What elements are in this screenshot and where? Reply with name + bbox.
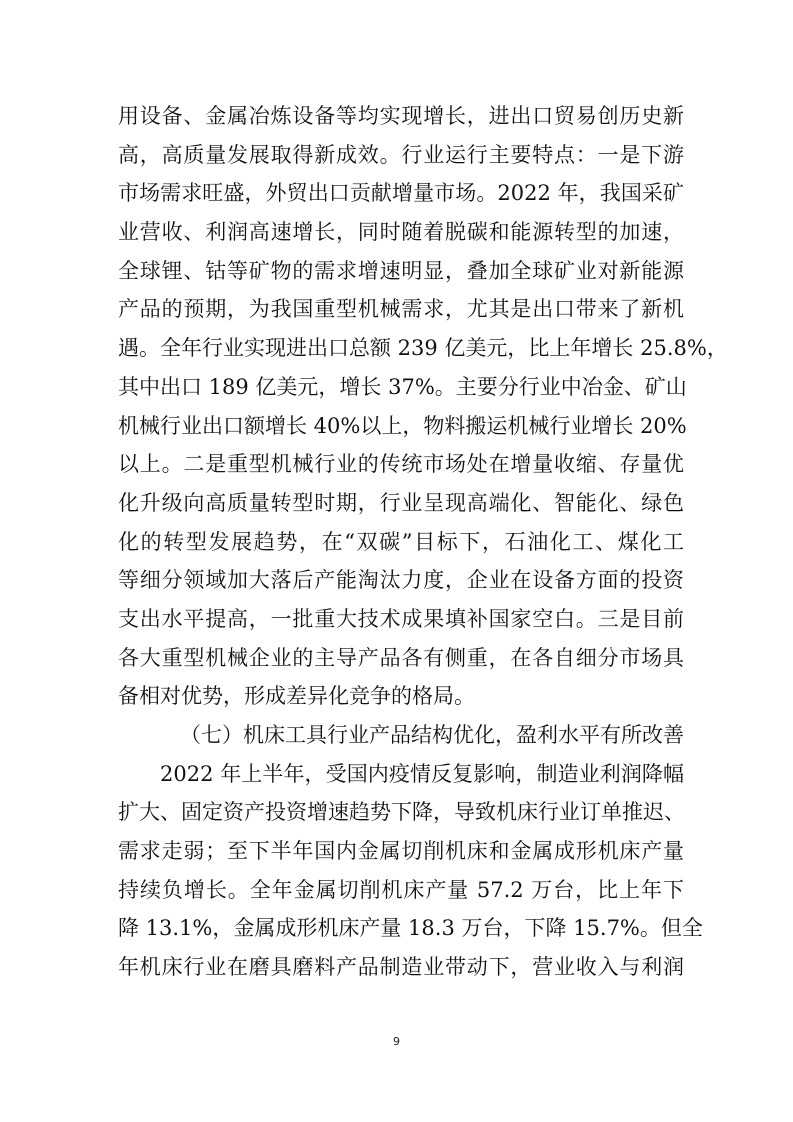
text-line: 年机床行业在磨具磨料产品制造业带动下，营业收入与利润 <box>118 955 684 980</box>
text-line: 用设备、金属冶炼设备等均实现增长，进出口贸易创历史新 <box>118 104 684 128</box>
text-line: 支出水平提高，一批重大技术成果填补国家空白。三是目前 <box>118 606 684 631</box>
text-line: 扩大、固定资产投资增速趋势下降，导致机床行业订单推迟、 <box>118 800 685 825</box>
text-line: 持续负增长。全年金属切削机床产量 57.2 万台，比上年下 <box>118 877 684 902</box>
text-line: 降 13.1%，金属成形机床产量 18.3 万台，下降 15.7%。但全 <box>118 916 703 941</box>
text-line: 产品的预期，为我国重型机械需求，尤其是出口带来了新机 <box>118 297 684 322</box>
section-heading: （七）机床工具行业产品结构优化，盈利水平有所改善 <box>180 723 684 747</box>
text-line: 以上。二是重型机械行业的传统市场处在增量收缩、存量优 <box>118 452 684 477</box>
text-line: 2022 年上半年，受国内疫情反复影响，制造业利润降幅 <box>160 761 684 786</box>
text-line: 全球锂、钴等矿物的需求增速明显，叠加全球矿业对新能源 <box>118 258 684 283</box>
text-line: 其中出口 189 亿美元，增长 37%。主要分行业中冶金、矿山 <box>118 374 687 399</box>
body-text <box>118 97 728 987</box>
text-line: 等细分领域加大落后产能淘汰力度，企业在设备方面的投资 <box>118 568 684 593</box>
page-number: 9 <box>393 1035 400 1048</box>
text-line: 化的转型发展趋势，在“双碳”目标下，石油化工、煤化工 <box>118 529 684 554</box>
text-line: 机械行业出口额增长 40%以上，物料搬运机械行业增长 20% <box>118 413 687 438</box>
text-line: 各大重型机械企业的主导产品各有侧重，在各自细分市场具 <box>118 645 684 670</box>
text-line: 遇。全年行业实现进出口总额 239 亿美元，比上年增长 25.8%， <box>118 336 728 361</box>
text-line: 市场需求旺盛，外贸出口贡献增量市场。2022 年，我国采矿 <box>118 181 684 206</box>
text-line: 化升级向高质量转型时期，行业呈现高端化、智能化、绿色 <box>118 490 684 515</box>
text-line: 备相对优势，形成差异化竞争的格局。 <box>118 684 475 709</box>
text-line: 业营收、利润高速增长，同时随着脱碳和能源转型的加速， <box>118 220 684 245</box>
text-line: 需求走弱；至下半年国内金属切削机床和金属成形机床产量 <box>118 839 684 864</box>
text-line: 高，高质量发展取得新成效。行业运行主要特点：一是下游 <box>118 142 684 167</box>
